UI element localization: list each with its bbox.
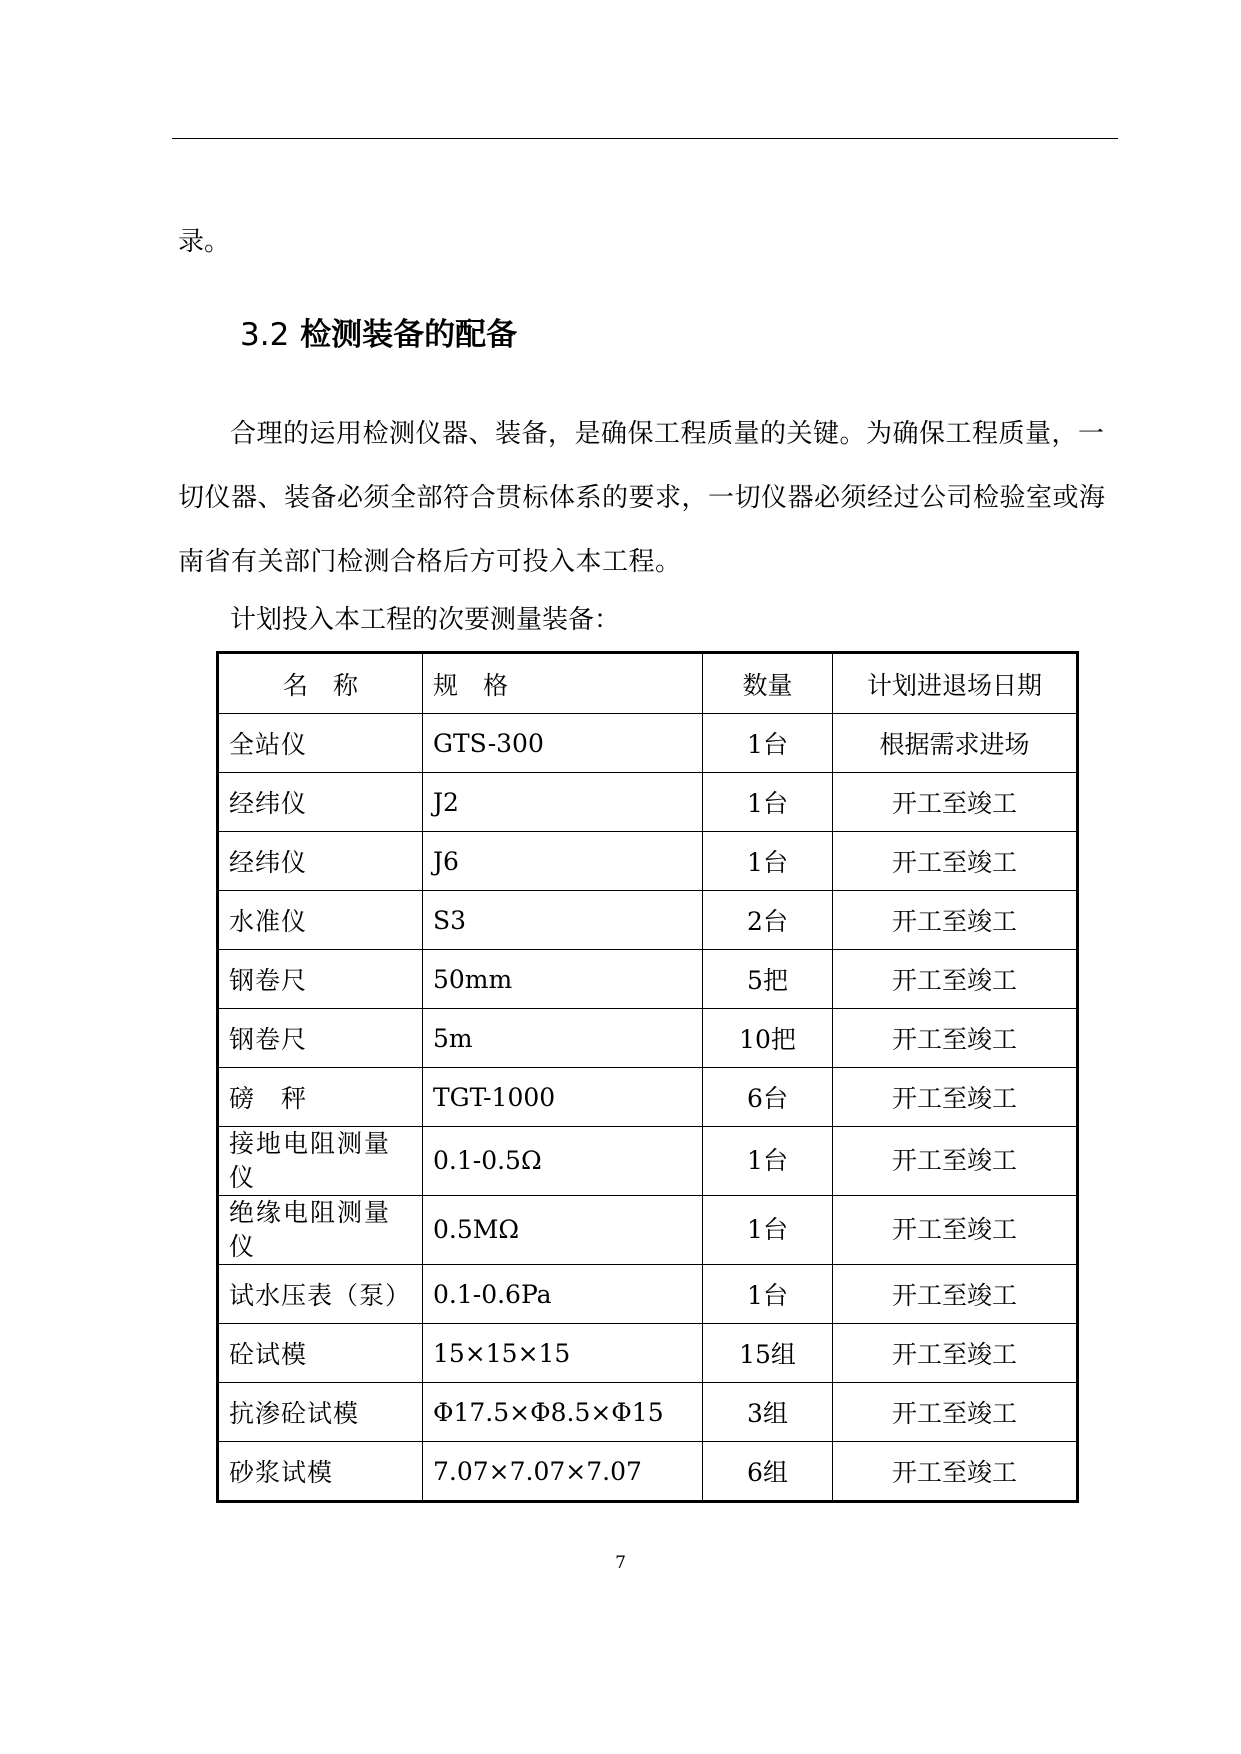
cell-qty: 5把 (703, 950, 833, 1009)
cell-name: 磅 秤 (218, 1068, 423, 1127)
cell-qty: 1台 (703, 1265, 833, 1324)
header-qty: 数量 (703, 653, 833, 714)
cell-spec: GTS-300 (423, 714, 703, 773)
page-number: 7 (615, 1553, 626, 1573)
cell-spec: 15×15×15 (423, 1324, 703, 1383)
cell-date: 开工至竣工 (833, 832, 1078, 891)
cell-qty: 10把 (703, 1009, 833, 1068)
body-paragraph: 合理的运用检测仪器、装备，是确保工程质量的关键。为确保工程质量，一切仪器、装备必须全部符合贯标体系的要求，一切仪器必须经过公司检验室或海南省有关部门检测合格后方可投入本工程。 (178, 419, 1106, 577)
table-row (218, 1383, 1078, 1442)
cell-date: 开工至竣工 (833, 1196, 1078, 1265)
cell-spec: TGT-1000 (423, 1068, 703, 1127)
header-rule (172, 138, 1118, 139)
cell-qty: 15组 (703, 1324, 833, 1383)
table-row (218, 1068, 1078, 1127)
table-row (218, 1196, 1078, 1265)
cell-qty: 6组 (703, 1442, 833, 1502)
header-spec: 规 格 (423, 653, 703, 714)
table-row (218, 714, 1078, 773)
cell-name: 钢卷尺 (218, 1009, 423, 1068)
table-row (218, 773, 1078, 832)
cell-name: 接地电阻测量仪 (218, 1127, 423, 1196)
cell-name: 砂浆试模 (218, 1442, 423, 1502)
cell-spec: Φ17.5×Φ8.5×Φ15 (423, 1383, 703, 1442)
cell-qty: 1台 (703, 832, 833, 891)
cell-name: 经纬仪 (218, 832, 423, 891)
cell-date: 开工至竣工 (833, 891, 1078, 950)
cell-spec: J6 (423, 832, 703, 891)
header-date: 计划进退场日期 (833, 653, 1078, 714)
cell-name: 经纬仪 (218, 773, 423, 832)
cell-name: 绝缘电阻测量仪 (218, 1196, 423, 1265)
cell-qty: 1台 (703, 1127, 833, 1196)
table-row (218, 1127, 1078, 1196)
cell-name: 水准仪 (218, 891, 423, 950)
cell-date: 开工至竣工 (833, 1383, 1078, 1442)
cell-qty: 2台 (703, 891, 833, 950)
cell-spec: 0.1-0.5Ω (423, 1127, 703, 1196)
table-header-row (218, 653, 1078, 714)
cell-spec: S3 (423, 891, 703, 950)
cell-date: 开工至竣工 (833, 950, 1078, 1009)
cell-spec: 50mm (423, 950, 703, 1009)
table-row (218, 1442, 1078, 1502)
section-heading (240, 312, 517, 358)
table-caption: 计划投入本工程的次要测量装备： (230, 605, 621, 635)
cell-date: 开工至竣工 (833, 773, 1078, 832)
table-row (218, 1009, 1078, 1068)
cell-date: 开工至竣工 (833, 1009, 1078, 1068)
cell-date: 根据需求进场 (833, 714, 1078, 773)
cell-date: 开工至竣工 (833, 1068, 1078, 1127)
section-title: 检测装备的配备 (300, 317, 518, 353)
cell-spec: 0.5MΩ (423, 1196, 703, 1265)
cell-date: 开工至竣工 (833, 1324, 1078, 1383)
cell-name: 抗渗砼试模 (218, 1383, 423, 1442)
cell-date: 开工至竣工 (833, 1442, 1078, 1502)
cell-qty: 1台 (703, 1196, 833, 1265)
header-name: 名 称 (218, 653, 423, 714)
cell-name: 全站仪 (218, 714, 423, 773)
table-row (218, 891, 1078, 950)
cell-name: 试水压表（泵） (218, 1265, 423, 1324)
cell-spec: 0.1-0.6Pa (423, 1265, 703, 1324)
cell-spec: 5m (423, 1009, 703, 1068)
table-row (218, 1324, 1078, 1383)
cell-name: 砼试模 (218, 1324, 423, 1383)
cell-qty: 6台 (703, 1068, 833, 1127)
cell-date: 开工至竣工 (833, 1127, 1078, 1196)
cell-spec: J2 (423, 773, 703, 832)
cell-qty: 1台 (703, 714, 833, 773)
table-row (218, 1265, 1078, 1324)
equipment-table (216, 651, 1079, 1503)
section-number: 3.2 (240, 317, 290, 353)
cell-spec: 7.07×7.07×7.07 (423, 1442, 703, 1502)
cell-qty: 1台 (703, 773, 833, 832)
cell-name: 钢卷尺 (218, 950, 423, 1009)
table-row (218, 832, 1078, 891)
continued-text-fragment: 录。 (178, 227, 231, 257)
cell-qty: 3组 (703, 1383, 833, 1442)
cell-date: 开工至竣工 (833, 1265, 1078, 1324)
table-row (218, 950, 1078, 1009)
